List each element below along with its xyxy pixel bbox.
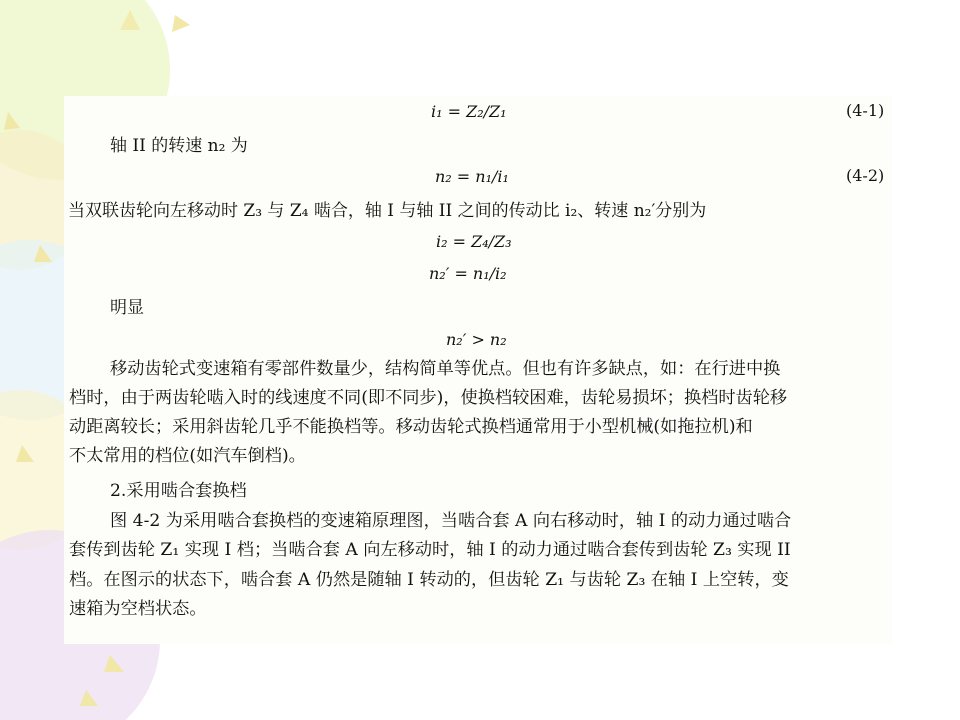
equation-i2: i₂ = Z₄/Z₃ (436, 232, 512, 251)
equation-n2-prime: n₂′ = n₁/i₂ (429, 264, 507, 283)
equation-inequality: n₂′ > n₂ (446, 330, 507, 349)
equation-4-2: n₂ = n₁/i₁ (435, 167, 509, 186)
paragraph-line: 不太常用的档位(如汽车倒档)。 (69, 446, 306, 466)
equation-number-4-2: (4-2) (846, 166, 885, 185)
paragraph-line: 档。在图示的状态下，啮合套 A 仍然是随轴 I 转动的，但齿轮 Z₁ 与齿轮 Z₃ 在轴 I 上空转，变 (69, 570, 789, 590)
paragraph-line: 动距离较长；采用斜齿轮几乎不能换档等。移动齿轮式换档通常用于小型机械(如拖拉机)和 (69, 417, 753, 437)
text-double-gear: 当双联齿轮向左移动时 Z₃ 与 Z₄ 啮合，轴 I 与轴 II 之间的传动比 i₂、转速 n₂′分别为 (68, 201, 707, 221)
text-shaft-speed: 轴 II 的转速 n₂ 为 (110, 136, 248, 156)
paragraph-line: 档时，由于两齿轮啮入时的线速度不同(即不同步)，使换档较困难，齿轮易损坏；换档时齿轮移 (69, 388, 788, 408)
equation-4-1: i₁ = Z₂/Z₁ (431, 102, 507, 121)
decor-triangle (172, 15, 190, 32)
text-obvious: 明显 (110, 298, 144, 318)
section-heading: 2.采用啮合套换档 (110, 481, 247, 501)
equation-number-4-1: (4-1) (846, 101, 885, 120)
paragraph-line: 速箱为空档状态。 (69, 599, 207, 619)
paragraph-line: 移动齿轮式变速箱有零部件数量少，结构简单等优点。但也有许多缺点，如：在行进中换 (110, 359, 781, 379)
paragraph-line: 图 4-2 为采用啮合套换档的变速箱原理图，当啮合套 A 向右移动时，轴 I 的动力通过啮合 (110, 511, 792, 531)
paragraph-line: 套传到齿轮 Z₁ 实现 I 档；当啮合套 A 向左移动时，轴 I 的动力通过啮合套传到齿轮 Z₃ 实现 II (69, 540, 791, 560)
